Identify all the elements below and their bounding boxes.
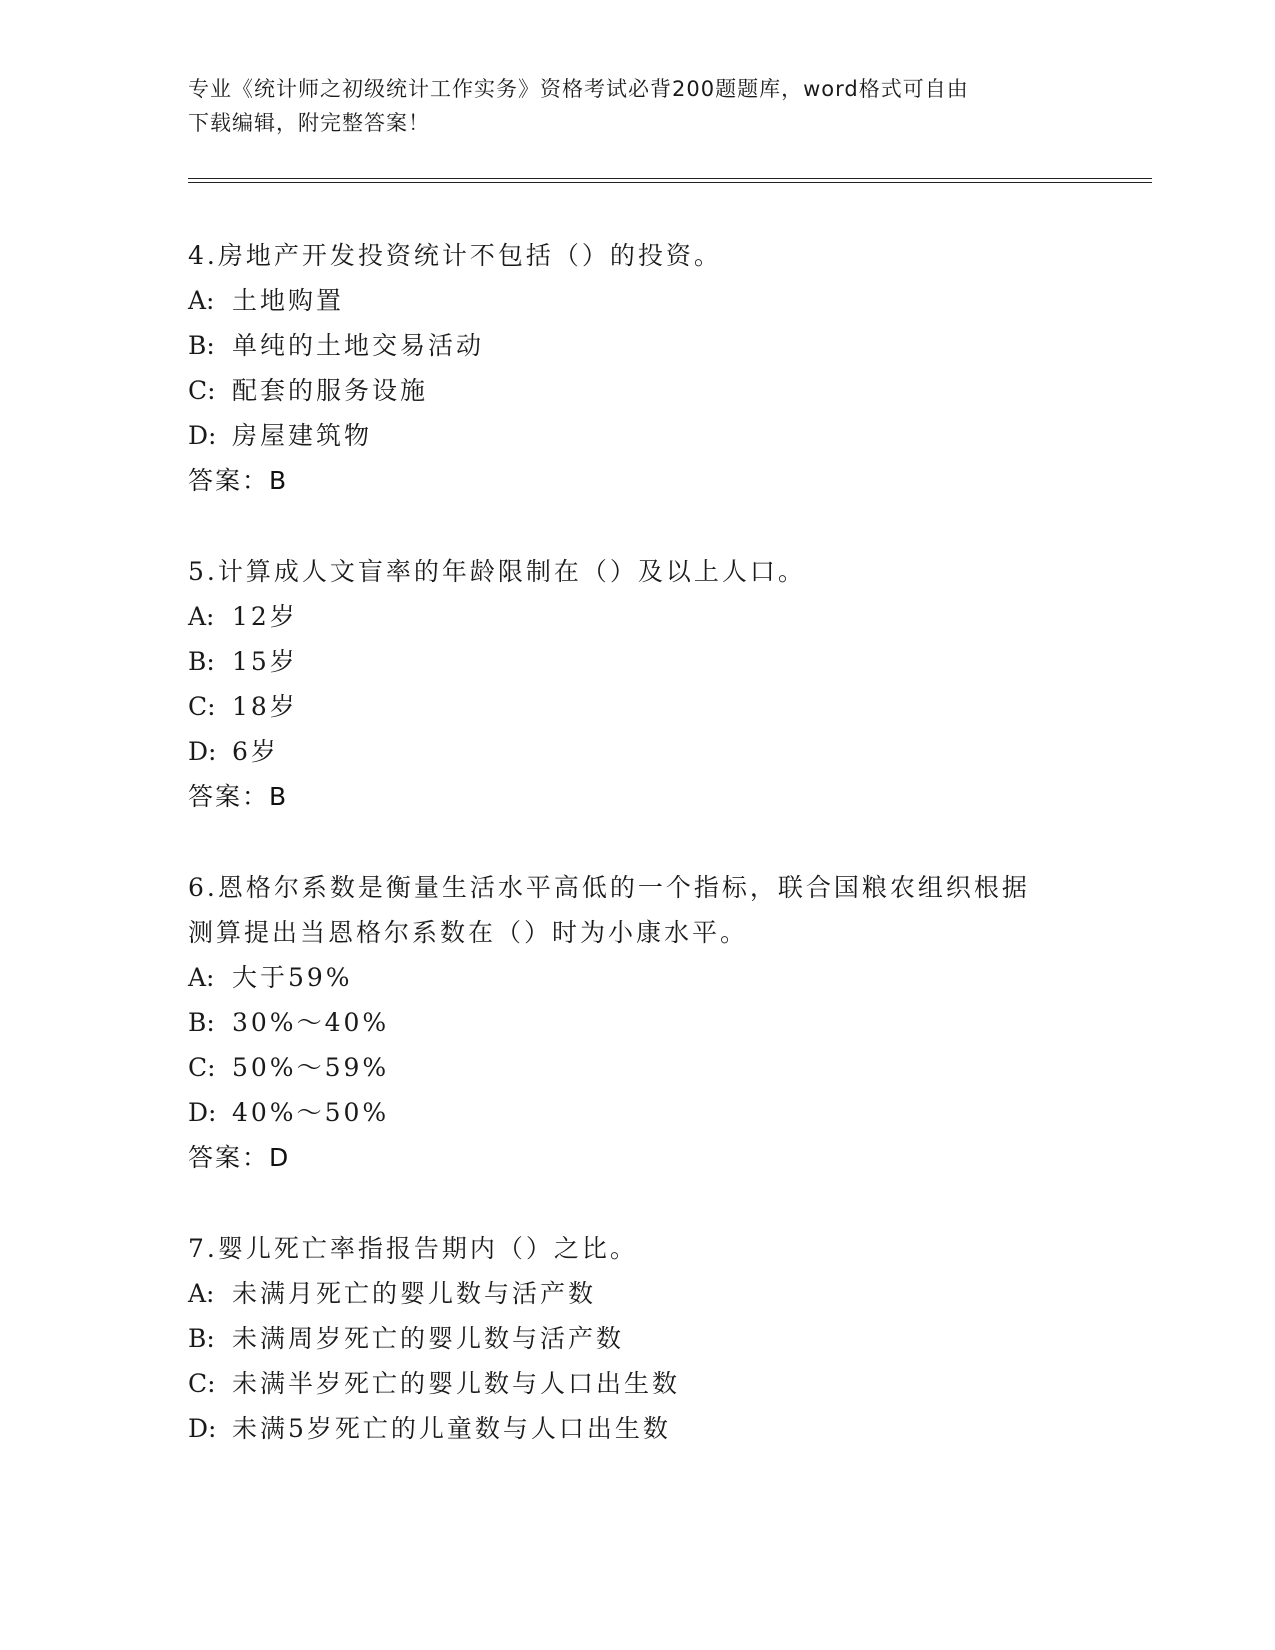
question-stem: 4.房地产开发投资统计不包括（）的投资。 xyxy=(188,241,722,270)
option-letter: B: xyxy=(188,1324,215,1353)
option-text: 单纯的土地交易活动 xyxy=(232,331,485,360)
option-letter: D: xyxy=(188,1098,217,1127)
question-stem: 7.婴儿死亡率指报告期内（）之比。 xyxy=(188,1234,638,1263)
option-text: 未满5岁死亡的儿童数与人口出生数 xyxy=(232,1414,671,1443)
option-letter: A: xyxy=(188,286,215,315)
header-line-1: 专业《统计师之初级统计工作实务》资格考试必背200题题库，word格式可自由 xyxy=(188,77,969,101)
option-d xyxy=(188,1090,1088,1135)
option-d xyxy=(188,729,1088,774)
document-header xyxy=(188,72,1068,140)
question-stem xyxy=(188,865,1088,955)
option-text: 未满半岁死亡的婴儿数与人口出生数 xyxy=(232,1369,681,1398)
option-letter: B: xyxy=(188,647,215,676)
option-text: 30%～40% xyxy=(232,1008,390,1037)
option-letter: D: xyxy=(188,737,217,766)
question-stem-line-2: 测算提出当恩格尔系数在（）时为小康水平。 xyxy=(188,918,749,947)
option-text: 15岁 xyxy=(232,647,298,676)
option-text: 房屋建筑物 xyxy=(232,421,373,450)
option-c xyxy=(188,368,1088,413)
option-letter: D: xyxy=(188,421,217,450)
option-a xyxy=(188,955,1088,1000)
header-line-2: 下载编辑，附完整答案！ xyxy=(188,111,430,135)
option-b xyxy=(188,1000,1088,1045)
header-divider-bottom xyxy=(188,182,1152,183)
option-text: 未满月死亡的婴儿数与活产数 xyxy=(232,1279,597,1308)
option-a xyxy=(188,1271,1088,1316)
option-letter: A: xyxy=(188,1279,215,1308)
option-text: 6岁 xyxy=(232,737,279,766)
option-letter: C: xyxy=(188,376,216,405)
option-letter: B: xyxy=(188,1008,215,1037)
option-letter: A: xyxy=(188,963,215,992)
option-letter: B: xyxy=(188,331,215,360)
option-d xyxy=(188,413,1088,458)
header-divider-top xyxy=(188,178,1152,179)
option-c xyxy=(188,684,1088,729)
option-text: 50%～59% xyxy=(232,1053,390,1082)
question-5 xyxy=(188,549,1088,819)
answer-label: 答案：B xyxy=(188,466,289,495)
option-a xyxy=(188,594,1088,639)
question-stem-line-1: 6.恩格尔系数是衡量生活水平高低的一个指标，联合国粮农组织根据 xyxy=(188,873,1030,902)
question-4 xyxy=(188,233,1088,503)
option-letter: A: xyxy=(188,602,215,631)
answer-label: 答案：B xyxy=(188,782,289,811)
option-text: 土地购置 xyxy=(232,286,345,315)
option-text: 40%～50% xyxy=(232,1098,390,1127)
option-letter: C: xyxy=(188,1053,216,1082)
question-list xyxy=(188,233,1088,1497)
option-text: 未满周岁死亡的婴儿数与活产数 xyxy=(232,1324,625,1353)
option-letter: C: xyxy=(188,1369,216,1398)
option-letter: D: xyxy=(188,1414,217,1443)
option-text: 配套的服务设施 xyxy=(232,376,429,405)
option-text: 大于59% xyxy=(232,963,353,992)
option-c xyxy=(188,1361,1088,1406)
option-letter: C: xyxy=(188,692,216,721)
option-b xyxy=(188,1316,1088,1361)
question-stem: 5.计算成人文盲率的年龄限制在（）及以上人口。 xyxy=(188,557,806,586)
question-6 xyxy=(188,865,1088,1180)
option-b xyxy=(188,639,1088,684)
answer-label: 答案：D xyxy=(188,1143,291,1172)
option-d xyxy=(188,1406,1088,1451)
option-text: 12岁 xyxy=(232,602,298,631)
option-b xyxy=(188,323,1088,368)
option-text: 18岁 xyxy=(232,692,298,721)
option-a xyxy=(188,278,1088,323)
option-c xyxy=(188,1045,1088,1090)
question-7 xyxy=(188,1226,1088,1451)
